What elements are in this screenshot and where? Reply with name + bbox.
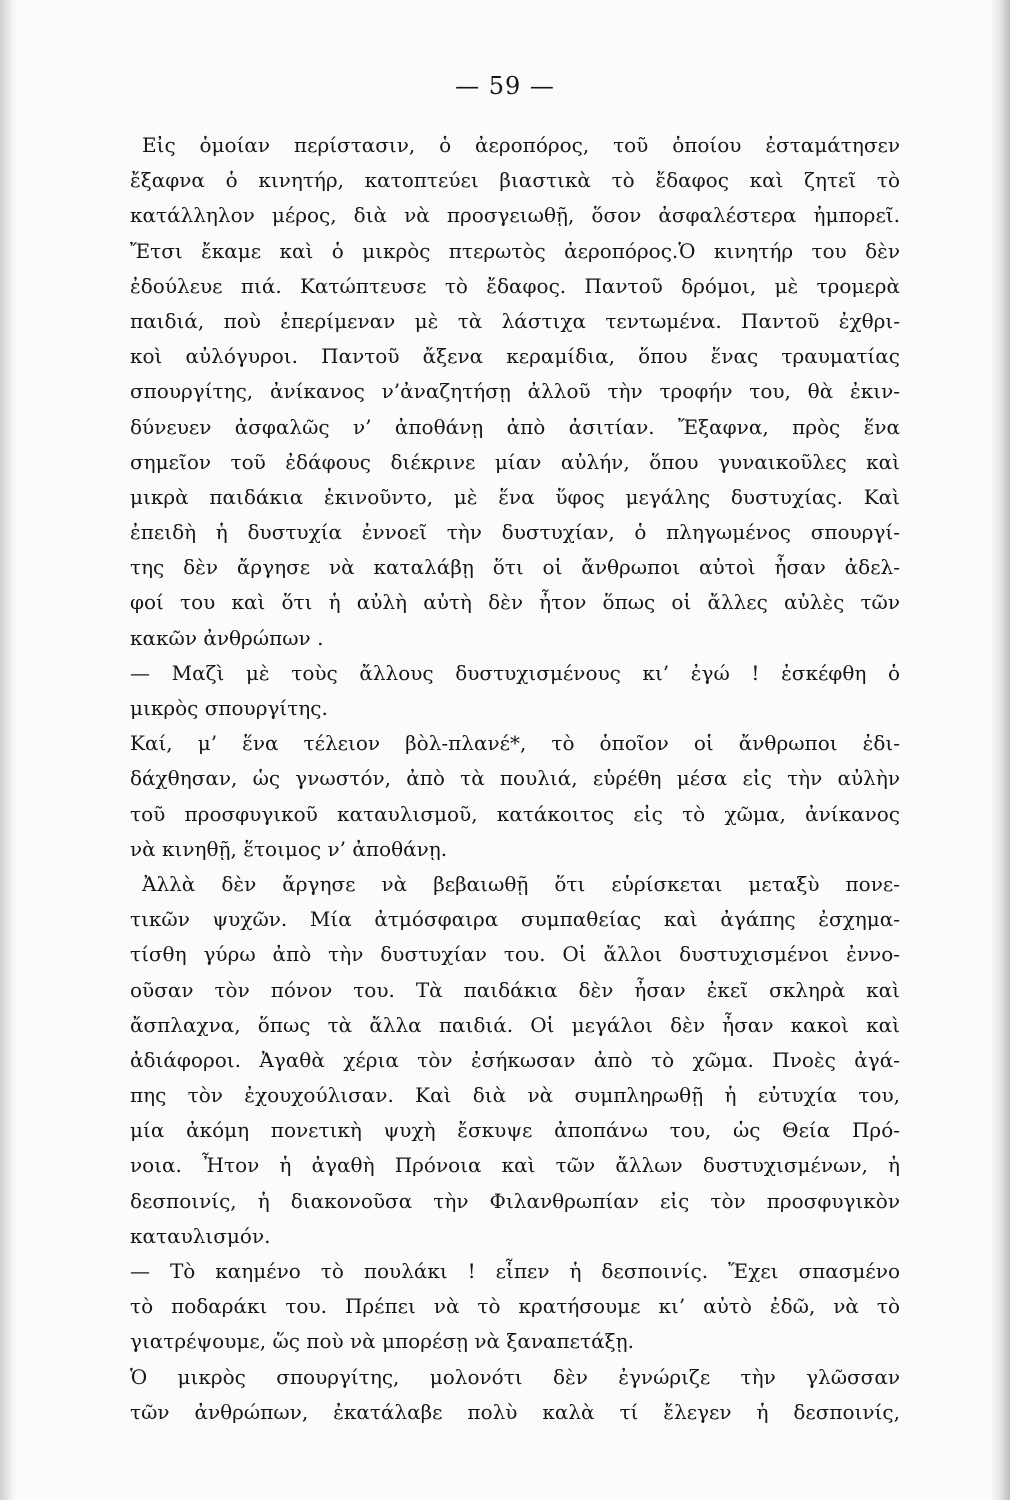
text-line: ἐδούλευε πιά. Κατώπτευσε τὸ ἔδαφος. Παντοῦ δρόμοι, μὲ τρομερὰ: [130, 273, 900, 298]
text-line: τικῶν ψυχῶν. Μία ἀτμόσφαιρα συμπαθείας καὶ ἀγάπης ἐσχημα-: [130, 907, 900, 932]
page-left-edge-shadow: [0, 0, 18, 1500]
text-line: γιατρέψουμε, ὥς ποὺ νὰ μπορέσῃ νὰ ξαναπετάξῃ.: [130, 1329, 634, 1354]
text-line: τὸ ποδαράκι του. Πρέπει νὰ τὸ κρατήσουμε κι’ αὐτὸ ἐδῶ, νὰ τὸ: [130, 1294, 900, 1319]
page-number: — 59 —: [455, 72, 555, 100]
text-line: σημεῖον τοῦ ἐδάφους διέκρινε μίαν αὐλήν, ὅπου γυναικοῦλες καὶ: [130, 449, 900, 474]
text-line: Εἰς ὁμοίαν περίστασιν, ὁ ἀεροπόρος, τοῦ ὁποίου ἐσταμάτησεν: [142, 133, 900, 157]
page-right-edge-shadow: [990, 0, 1010, 1500]
text-line: φοί του καὶ ὅτι ἡ αὐλὴ αὐτὴ δὲν ἦτον ὅπως οἱ ἄλλες αὐλὲς τῶν: [130, 590, 900, 615]
text-line: κοὶ αὐλόγυροι. Παντοῦ ἄξενα κεραμίδια, ὅπου ἕνας τραυματίας: [130, 344, 900, 369]
text-line: παιδιά, ποὺ ἐπερίμεναν μὲ τὰ λάστιχα τεντωμένα. Παντοῦ ἐχθρι-: [130, 308, 900, 333]
text-line: ἄσπλαχνα, ὅπως τὰ ἄλλα παιδιά. Οἱ μεγάλοι δὲν ἦσαν κακοὶ καὶ: [130, 1012, 900, 1037]
text-line: δάχθησαν, ὡς γνωστόν, ἀπὸ τὰ πουλιά, εὑρέθη μέσα εἰς τὴν αὐλὴν: [130, 766, 900, 791]
text-line: Ἀλλὰ δὲν ἄργησε νὰ βεβαιωθῇ ὅτι εὑρίσκεται μεταξὺ πονε-: [142, 871, 900, 896]
text-line: κακῶν ἀνθρώπων .: [130, 625, 324, 650]
text-line: μία ἀκόμη πονετικὴ ψυχὴ ἔσκυψε ἀποπάνω του, ὡς Θεία Πρό-: [130, 1118, 900, 1143]
text-line: — Μαζὶ μὲ τοὺς ἄλλους δυστυχισμένους κι’ ἐγώ ! ἐσκέφθη ὁ: [130, 660, 900, 685]
text-line: ἐπειδὴ ἡ δυστυχία ἐννοεῖ τὴν δυστυχίαν, ὁ πληγωμένος σπουργί-: [130, 520, 900, 545]
text-line: ἔξαφνα ὁ κινητήρ, κατοπτεύει βιαστικὰ τὸ ἔδαφος καὶ ζητεῖ τὸ: [130, 168, 900, 193]
text-line: μικρὸς σπουργίτης.: [130, 696, 328, 720]
text-line: δεσποινίς, ἡ διακονοῦσα τὴν Φιλανθρωπίαν εἰς τὸν προσφυγικὸν: [130, 1188, 900, 1213]
text-line: Ὁ μικρὸς σπουργίτης, μολονότι δὲν ἐγνώριζε τὴν γλῶσσαν: [130, 1364, 900, 1389]
text-line: σπουργίτης, ἀνίκανος ν’ἀναζητήσῃ ἀλλοῦ τὴν τροφήν του, θὰ ἐκιν-: [130, 379, 900, 404]
text-line: — Τὸ καημένο τὸ πουλάκι ! εἶπεν ἡ δεσποινίς. Ἔχει σπασμένο: [130, 1259, 900, 1283]
text-line: τίσθη γύρω ἀπὸ τὴν δυστυχίαν του. Οἱ ἄλλοι δυστυχισμένοι ἐννο-: [130, 942, 900, 967]
text-line: τοῦ προσφυγικοῦ καταυλισμοῦ, κατάκοιτος εἰς τὸ χῶμα, ἀνίκανος: [130, 801, 900, 826]
text-line: κατάλληλον μέρος, διὰ νὰ προσγειωθῇ, ὅσον ἀσφαλέστερα ἠμπορεῖ.: [130, 203, 900, 228]
text-line: νὰ κινηθῇ, ἕτοιμος ν’ ἀποθάνῃ.: [130, 836, 448, 861]
text-line: δύνευεν ἀσφαλῶς ν’ ἀποθάνῃ ἀπὸ ἀσιτίαν. Ἔξαφνα, πρὸς ἕνα: [130, 414, 900, 439]
text-line: ἀδιάφοροι. Ἀγαθὰ χέρια τὸν ἐσήκωσαν ἀπὸ τὸ χῶμα. Πνοὲς ἀγά-: [130, 1047, 900, 1072]
text-line: μικρὰ παιδάκια ἐκινοῦντο, μὲ ἕνα ὕφος μεγάλης δυστυχίας. Καὶ: [130, 484, 900, 509]
text-line: Ἔτσι ἔκαμε καὶ ὁ μικρὸς πτερωτὸς ἀεροπόρος.Ὁ κινητήρ του δὲν: [130, 238, 900, 263]
text-line: τῶν ἀνθρώπων, ἐκατάλαβε πολὺ καλὰ τί ἔλεγεν ἡ δεσποινίς,: [130, 1399, 900, 1424]
text-line: Καί, μ’ ἕνα τέλειον βὸλ-πλανέ*, τὸ ὁποῖον οἱ ἄνθρωποι ἐδι-: [130, 731, 900, 756]
body-text: [130, 128, 900, 1430]
text-line: νοια. Ἦτον ἡ ἀγαθὴ Πρόνοια καὶ τῶν ἄλλων δυστυχισμένων, ἡ: [130, 1153, 900, 1178]
text-line: της δὲν ἄργησε νὰ καταλάβῃ ὅτι οἱ ἄνθρωποι αὐτοὶ ἦσαν ἀδελ-: [130, 555, 900, 580]
text-line: καταυλισμόν.: [130, 1223, 271, 1248]
text-line: οῦσαν τὸν πόνον του. Τὰ παιδάκια δὲν ἦσαν ἐκεῖ σκληρὰ καὶ: [130, 977, 900, 1002]
text-line: πης τὸν ἐχουχούλισαν. Καὶ διὰ νὰ συμπληρωθῇ ἡ εὐτυχία του,: [130, 1083, 900, 1108]
